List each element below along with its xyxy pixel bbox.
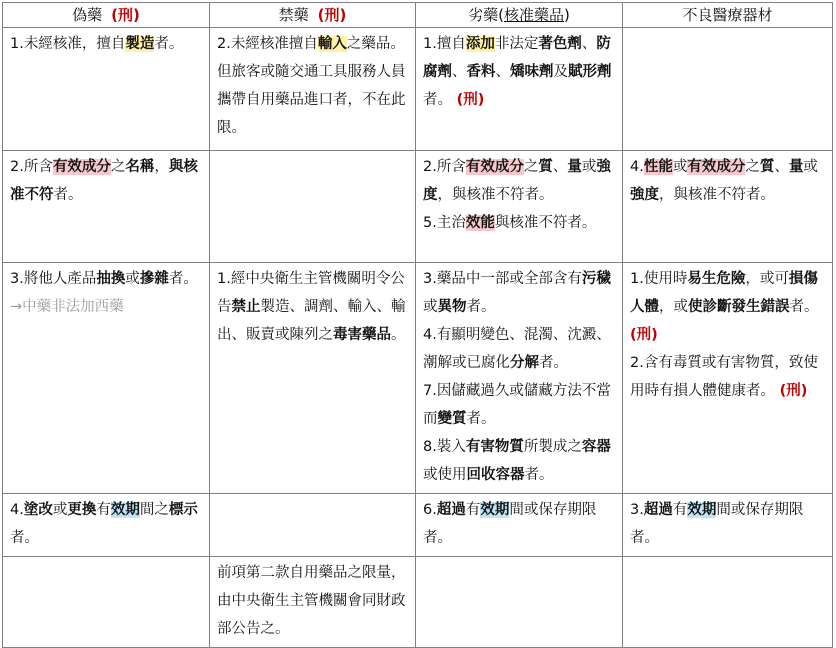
cell-r2-c4 [623, 151, 833, 263]
emphasis-term: 污穢 [581, 271, 611, 287]
text-segment: 或使用 [423, 467, 467, 483]
text-segment: 2.所含 [10, 159, 53, 175]
emphasis-term: 矯味劑 [510, 64, 554, 80]
cell-r3-c1 [3, 263, 210, 494]
cell-r2-c1 [3, 151, 210, 263]
cell-r1-c3 [416, 28, 623, 151]
emphasis-term: 異物 [437, 299, 467, 315]
text-segment: 或 [581, 159, 597, 175]
emphasis-term: 摻雜 [139, 271, 169, 287]
text-segment: 、 [552, 159, 568, 175]
header-counterfeit-drug: 偽藥 (刑) [3, 3, 210, 28]
text-segment: 者。 [466, 299, 496, 315]
header-inferior-drug: 劣藥(核准藥品) [416, 3, 623, 28]
emphasis-term: 超過 [436, 502, 466, 518]
cell-r3-c2 [210, 263, 416, 494]
emphasis-term: 分解 [510, 355, 539, 371]
highlight-term: 有效成分 [52, 159, 111, 175]
text-segment: ，或 [659, 299, 688, 315]
text-segment: 間或保存期限者。 [423, 502, 597, 546]
penalty-tag: (刑) [317, 6, 347, 24]
highlight-term: 效期 [687, 502, 717, 518]
comparison-table-wrapper [2, 2, 833, 648]
emphasis-term: 質 [538, 159, 553, 175]
annotation-note [10, 293, 204, 321]
highlight-term: 有效成分 [687, 159, 746, 175]
emphasis-term: 標示 [168, 502, 198, 518]
emphasis-term: 更換 [67, 502, 97, 518]
text-segment: ， [154, 159, 169, 175]
cell-r1-c1 [3, 28, 210, 151]
emphasis-term: 質 [759, 159, 775, 175]
text-segment: 者。 [168, 271, 198, 287]
cell-r3-c3 [416, 263, 623, 494]
text-segment: 有 [96, 502, 111, 518]
text-segment: 5.主治 [423, 215, 466, 231]
highlight-term: 效期 [110, 502, 140, 518]
text-segment: 者。 [789, 299, 819, 315]
emphasis-term: 抽換 [96, 271, 126, 287]
text-segment: 者。 [466, 411, 496, 427]
emphasis-term: 使診斷發生錯誤 [688, 299, 790, 315]
text-segment: 3. [630, 502, 644, 518]
cell-r4-c4 [623, 494, 833, 557]
penalty-tag: (刑) [111, 6, 140, 24]
emphasis-term: 變質 [437, 411, 467, 427]
text-segment: 或 [52, 502, 68, 518]
emphasis-term: 賦形劑 [568, 64, 612, 80]
penalty-tag: (刑) [630, 327, 658, 343]
note-text: →中藥非法加西藥 [10, 299, 124, 315]
emphasis-term: 香料 [466, 64, 496, 80]
text-segment: 者。 [423, 92, 457, 108]
penalty-tag: (刑) [779, 383, 808, 399]
header-prohibited-drug: 禁藥 (刑) [210, 3, 416, 28]
penalty-tag: (刑) [456, 92, 485, 108]
text-segment: 8.裝入 [423, 439, 466, 455]
text-segment: 非法定 [494, 36, 539, 52]
highlight-term: 有效成分 [465, 159, 524, 175]
cell-r1-c2 [210, 28, 416, 151]
text-segment: 者。 [10, 530, 39, 546]
text-segment: 2.未經核准擅自 [217, 36, 318, 52]
text-segment: 之 [523, 159, 539, 175]
emphasis-term: 強度 [423, 159, 611, 203]
cell-r2-c3 [416, 151, 623, 263]
text-segment: 之 [110, 159, 126, 175]
drug-classification-table [2, 2, 833, 648]
text-segment: ，或可 [745, 271, 789, 287]
text-segment: 所製成之 [523, 439, 582, 455]
emphasis-term: 量 [788, 159, 804, 175]
emphasis-term: 容器 [581, 439, 611, 455]
highlight-term: 製造 [125, 36, 155, 52]
emphasis-term: 毒害藥品 [333, 327, 391, 343]
emphasis-term: 損傷人體 [630, 271, 818, 315]
emphasis-term: 名稱 [125, 159, 155, 175]
cell-r5-c1 [3, 557, 210, 648]
text-segment: 者。 [53, 187, 83, 203]
table-row [3, 263, 833, 494]
emphasis-term: 回收容器 [466, 467, 525, 483]
header-defective-device: 不良醫療器材 [623, 3, 833, 28]
cell-r2-c2 [210, 151, 416, 263]
text-segment: 與核准不符者。 [494, 215, 597, 231]
text-segment: 有 [465, 502, 481, 518]
emphasis-term: 強度 [630, 187, 659, 203]
cell-r1-c4 [623, 28, 833, 151]
highlight-term: 性能 [643, 159, 673, 175]
emphasis-term: 超過 [643, 502, 673, 518]
text-segment: 3.藥品中一部或全部含有 [423, 271, 582, 287]
cell-r5-c3 [416, 557, 623, 648]
text-segment: 有 [672, 502, 688, 518]
text-segment: 1.使用時 [630, 271, 688, 287]
text-segment: ，與核准不符者。 [437, 187, 554, 203]
text-segment: 4.有顯明變色、混濁、沈澱、潮解或已腐化 [423, 327, 611, 371]
emphasis-term: 量 [567, 159, 582, 175]
table-row [3, 28, 833, 151]
text-segment: 6. [423, 502, 437, 518]
emphasis-term: 有害物質 [465, 439, 524, 455]
text-segment: ，與核准不符者。 [659, 187, 775, 203]
emphasis-term: 易生危險 [687, 271, 746, 287]
text-segment: 。 [391, 327, 406, 343]
text-segment: 、 [774, 159, 789, 175]
table-row [3, 494, 833, 557]
text-segment: 間或保存期限者。 [630, 502, 804, 546]
text-segment: 或 [672, 159, 688, 175]
text-segment: 7.因儲藏過久或儲藏方法不當而 [423, 383, 611, 427]
emphasis-term: 著色劑 [538, 36, 582, 52]
table-row [3, 557, 833, 648]
text-segment: 2.所含 [423, 159, 466, 175]
text-segment: 、 [581, 36, 597, 52]
text-segment: 4. [630, 159, 644, 175]
text-segment: 間之 [139, 502, 169, 518]
text-segment: 或 [423, 299, 438, 315]
cell-r5-c2 [210, 557, 416, 648]
text-segment: 之 [745, 159, 760, 175]
header-row [3, 3, 833, 28]
text-segment: 4. [10, 502, 24, 518]
text-segment: 或 [125, 271, 140, 287]
emphasis-term: 與核准不符 [10, 159, 198, 203]
emphasis-term: 禁止 [231, 299, 261, 315]
cell-r4-c2 [210, 494, 416, 557]
cell-r5-c4 [623, 557, 833, 648]
highlight-term: 添加 [465, 36, 495, 52]
text-segment: 者。 [524, 467, 554, 483]
highlight-term: 效期 [480, 502, 510, 518]
highlight-term: 效能 [465, 215, 495, 231]
text-segment: 及 [553, 64, 568, 80]
text-segment: 、 [495, 64, 510, 80]
cell-r3-c4 [623, 263, 833, 494]
text-segment: 者。 [154, 36, 184, 52]
cell-r4-c1 [3, 494, 210, 557]
text-segment: 3.將他人產品 [10, 271, 97, 287]
table-row [3, 151, 833, 263]
cell-r4-c3 [416, 494, 623, 557]
text-segment: 製造、調劑、輸入、輸出、販賣或陳列之 [217, 299, 406, 343]
text-segment: 者。 [539, 355, 568, 371]
text-segment: 2.含有毒質或有害物質，致使用時有損人體健康者。 [630, 355, 818, 399]
emphasis-term: 防腐劑 [423, 36, 611, 80]
text-segment: 1.未經核准，擅自 [10, 36, 126, 52]
text-segment: 1.經中央衛生主管機關明令公告 [217, 271, 405, 315]
text-segment: 、 [452, 64, 467, 80]
text-segment: 前項第二款自用藥品之限量，由中央衛生主管機關會同財政部公告之。 [217, 565, 406, 637]
text-segment: 1.擅自 [423, 36, 466, 52]
highlight-term: 輸入 [317, 36, 347, 52]
emphasis-term: 塗改 [23, 502, 53, 518]
text-segment: 或 [803, 159, 818, 175]
text-segment: 之藥品。但旅客或隨交通工具服務人員攜帶自用藥品進口者，不在此限。 [217, 36, 406, 136]
